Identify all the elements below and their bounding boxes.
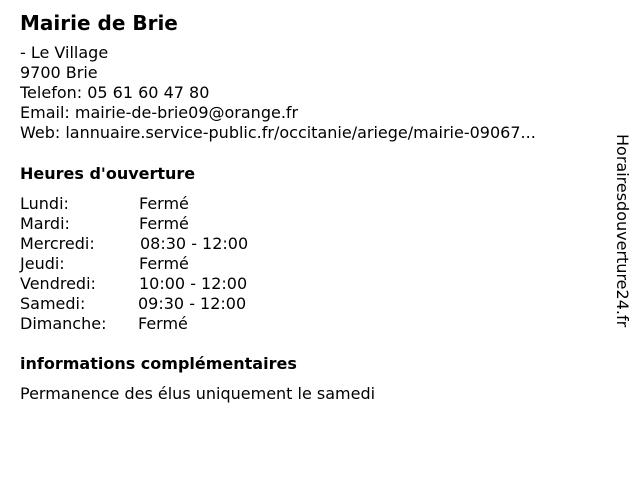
day-label: Mardi: bbox=[20, 214, 70, 233]
day-label: Mercredi: bbox=[20, 234, 95, 253]
site-watermark bbox=[612, 134, 632, 370]
day-hours: 10:00 - 12:00 bbox=[139, 274, 248, 293]
watermark-text: Horairesdouverture24.fr bbox=[613, 134, 632, 328]
day-hours: Fermé bbox=[139, 194, 189, 213]
day-hours: Fermé bbox=[139, 254, 189, 273]
street-line: - Le Village bbox=[20, 43, 109, 62]
email-line: Email: mairie-de-brie09@orange.fr bbox=[20, 103, 299, 122]
day-label: Jeudi: bbox=[20, 254, 65, 273]
day-hours: 08:30 - 12:00 bbox=[140, 234, 249, 253]
day-label: Vendredi: bbox=[20, 274, 96, 293]
day-hours: Fermé bbox=[138, 314, 188, 333]
day-hours: 09:30 - 12:00 bbox=[138, 294, 247, 313]
day-label: Dimanche: bbox=[20, 314, 107, 333]
address-block bbox=[20, 43, 536, 143]
web-line: Web: lannuaire.service-public.fr/occitanie/ariege/mairie-09067... bbox=[20, 123, 536, 142]
additional-info-heading: informations complémentaires bbox=[20, 354, 297, 373]
day-hours: Fermé bbox=[139, 214, 189, 233]
postal-city-line: 9700 Brie bbox=[20, 63, 98, 82]
phone-line: Telefon: 05 61 60 47 80 bbox=[20, 83, 210, 102]
additional-info-text: Permanence des élus uniquement le samedi bbox=[20, 384, 376, 403]
day-label: Samedi: bbox=[20, 294, 86, 313]
day-label: Lundi: bbox=[20, 194, 69, 213]
opening-hours-heading: Heures d'ouverture bbox=[20, 164, 196, 183]
page-title: Mairie de Brie bbox=[20, 11, 178, 35]
